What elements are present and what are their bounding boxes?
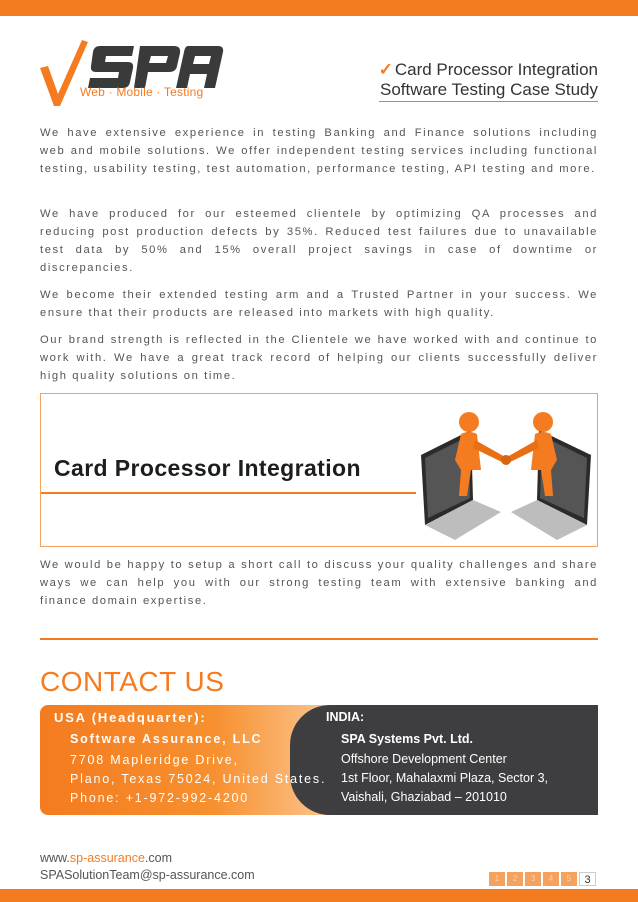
top-accent-bar — [0, 0, 638, 16]
website-prefix: www. — [40, 851, 70, 865]
india-address-line3: Vaishali, Ghaziabad – 201010 — [341, 790, 507, 804]
section-divider — [40, 638, 598, 640]
current-page-number: 3 — [579, 872, 596, 886]
website-suffix: .com — [144, 851, 173, 865]
card-processor-banner — [40, 393, 598, 547]
website-domain: sp-assurance — [69, 851, 145, 865]
usa-company: Software Assurance, LLC — [70, 732, 263, 746]
banner-title: Card Processor Integration — [54, 455, 361, 481]
logo-tagline: Web · Mobile · Testing — [80, 85, 204, 99]
case-study-subtitle: Software Testing Case Study — [379, 80, 598, 102]
india-company: SPA Systems Pvt. Ltd. — [341, 732, 473, 746]
page-4-button[interactable]: 4 — [543, 872, 559, 886]
checkmark-icon: ✓ — [378, 60, 393, 79]
handshake-laptops-illustration — [411, 400, 598, 545]
usa-address-line2: Plano, Texas 75024, United States. — [70, 772, 327, 786]
usa-label: USA (Headquarter): — [54, 710, 207, 725]
page-5-button[interactable]: 5 — [561, 872, 577, 886]
email-link[interactable]: SPASolutionTeam@sp-assurance.com — [40, 868, 255, 882]
website-link[interactable] — [40, 851, 172, 865]
contact-heading: CONTACT US — [40, 666, 225, 697]
india-address-line2: 1st Floor, Mahalaxmi Plaza, Sector 3, — [341, 771, 549, 785]
usa-phone: Phone: +1-972-992-4200 — [70, 791, 249, 805]
paragraph-results: We have produced for our esteemed clientele by optimizing QA processes and reducing post production defects by 35%. Reduced test failures due to unavailable test data by 50% and 15% overall project savings in case of downtime or discrepancies. — [40, 208, 598, 274]
case-study-title-text: Card Processor Integration — [394, 60, 598, 79]
paragraph-experience: We have extensive experience in testing Banking and Finance solutions including web and mobile solutions. We offer independent testing services including functional testing, usability testing, test automation, performance testing, API testing and more. — [40, 127, 598, 175]
case-study-title — [379, 60, 598, 102]
paragraph-partner: We become their extended testing arm and a Trusted Partner in your success. We ensure that their products are released into markets with high quality. — [40, 289, 598, 319]
paragraph-brand-strength: Our brand strength is reflected in the Clientele we have worked with and continue to work with. We have a great track record of helping our clients successfully deliver high quality solutions on time. — [40, 334, 598, 382]
page-1-button[interactable]: 1 — [489, 872, 505, 886]
india-label: INDIA: — [326, 710, 365, 724]
bottom-accent-bar — [0, 889, 638, 902]
banner-underline — [41, 492, 416, 494]
india-address-line1: Offshore Development Center — [341, 752, 507, 766]
paragraph-call-to-action: We would be happy to setup a short call to discuss your quality challenges and share ways we can help you with our strong testing team with extensive banking and finance domain expertise. — [40, 559, 598, 607]
page-2-button[interactable]: 2 — [507, 872, 523, 886]
page-navigation — [489, 872, 596, 886]
spa-logo — [38, 38, 228, 108]
usa-address-line1: 7708 Mapleridge Drive, — [70, 753, 239, 767]
case-study-title-line1 — [379, 60, 598, 80]
page-3-button[interactable]: 3 — [525, 872, 541, 886]
